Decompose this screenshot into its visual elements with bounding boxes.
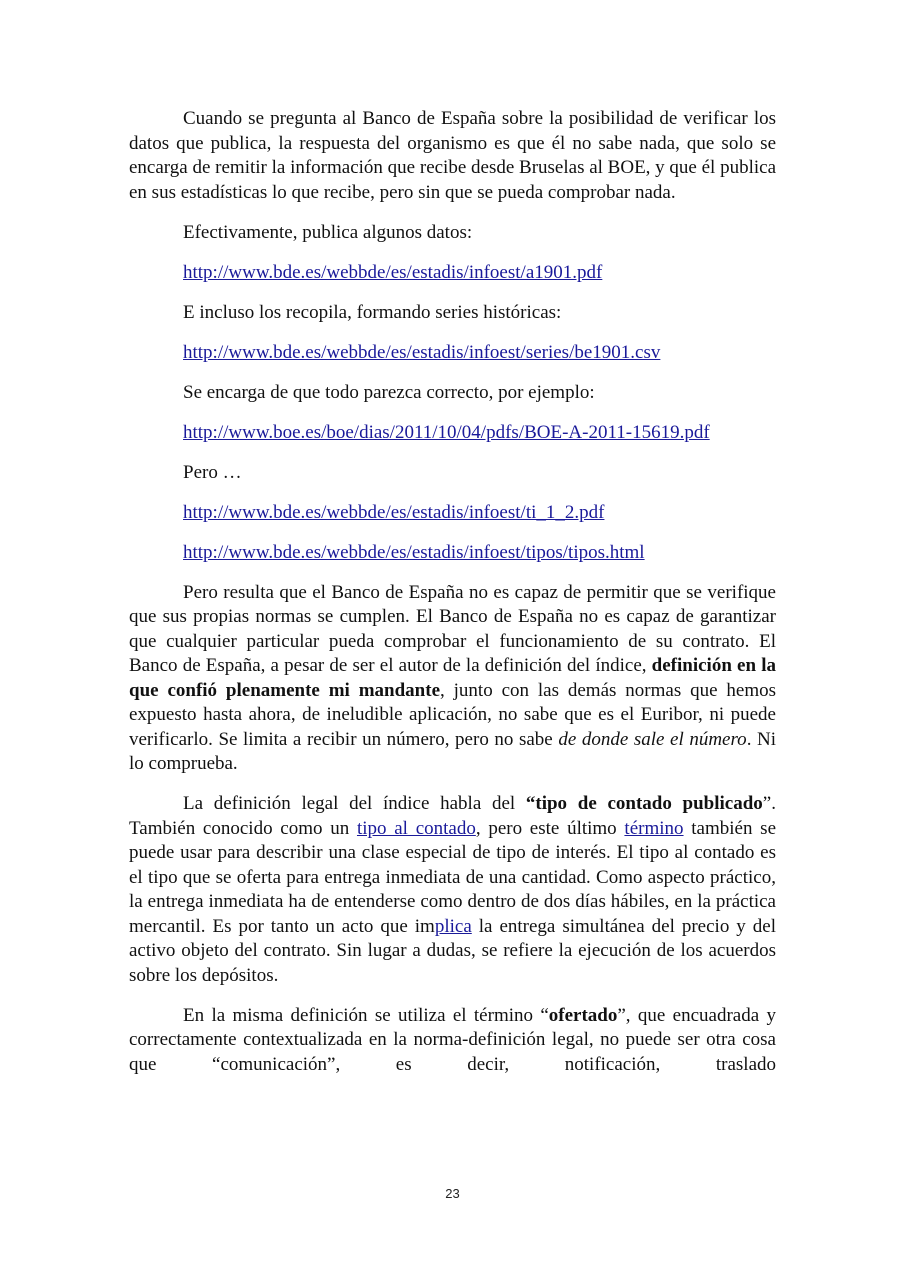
p6-bold: definición en la que confió plenamente mi mandante (129, 655, 776, 701)
document-body (129, 107, 776, 1093)
link-paragraph-5 (129, 541, 776, 566)
link-a1901-pdf[interactable]: http://www.bde.es/webbde/es/estadis/infoest/a1901.pdf (183, 261, 603, 283)
paragraph-3: E incluso los recopila, formando series históricas: (183, 301, 562, 323)
p7-text-e: también se puede usar para describir una clase especial de tipo de interés. El tipo al contado es el tipo que se oferta para entrega inmediata de una cantidad. Como aspecto práctico, la entrega inmediata ha de entenderse como dentro de dos días hábiles, en la práctica mercantil. Es por tanto un acto que im (129, 817, 777, 937)
p6-text-c: , junto con las demás normas que hemos expuesto hasta ahora, de ineludible aplicación, no sabe que es el Euribor, ni puede verificarlo. Se limita a recibir un número, pero no sabe (129, 679, 777, 750)
link-termino[interactable]: término (624, 817, 684, 839)
link-boe-pdf[interactable]: http://www.boe.es/boe/dias/2011/10/04/pdfs/BOE-A-2011-15619.pdf (183, 421, 710, 443)
p7-text-c: ”. También conocido como un (129, 793, 776, 839)
link-paragraph-3 (129, 421, 776, 446)
p8-text-c: ”, que encuadrada y correctamente contextualizada en la norma-definición legal, no puede ser otra cosa que “comunicación”, es decir, notificación, traslado (129, 1004, 777, 1075)
paragraph-4: Se encarga de que todo parezca correcto, por ejemplo: (183, 381, 595, 403)
p7-text-a: La definición legal del índice habla del (183, 793, 526, 814)
link-tipos-html[interactable]: http://www.bde.es/webbde/es/estadis/infoest/tipos/tipos.html (183, 541, 645, 563)
p6-text-e: . Ni lo comprueba. (129, 728, 777, 774)
page-number: 23 (445, 1186, 460, 1201)
link-paragraph-4 (129, 501, 776, 526)
p6-italic: de donde sale el número (558, 728, 747, 750)
link-tipo-al-contado[interactable]: tipo al contado (356, 817, 476, 839)
p7-text-d: , pero este último (475, 817, 625, 839)
p8-bold: ofertado (548, 1004, 618, 1026)
link-paragraph-1 (129, 261, 776, 286)
p6-text-a: Pero resulta que el Banco de España no es capaz de permitir que se verifique que sus propias normas se cumplen. El Banco de España no es capaz de garantizar que cualquier particular pueda comprobar el funcionamiento de su contrato. El Banco de España, a pesar de ser el autor de la definición del índice, (129, 581, 776, 676)
paragraph-5: Pero … (183, 461, 242, 483)
link-plica[interactable]: plica (434, 915, 472, 937)
paragraph-1: Cuando se pregunta al Banco de España sobre la posibilidad de verificar los datos que publica, la respuesta del organismo es que él no sabe nada, que solo se encarga de remitir la información que recibe desde Bruselas al BOE, y que él publica en sus estadísticas lo que recibe, pero sin que se pueda comprobar nada. (129, 108, 776, 203)
paragraph-8 (129, 1004, 776, 1078)
link-paragraph-2 (129, 341, 776, 366)
p7-bold: “tipo de contado publicado (525, 793, 763, 814)
p8-text-a: En la misma definición se utiliza el término “ (183, 1004, 549, 1026)
paragraph-7 (129, 792, 776, 988)
link-be1901-csv[interactable]: http://www.bde.es/webbde/es/estadis/infoest/series/be1901.csv (183, 341, 661, 363)
p7-text-f: la entrega simultánea del precio y del activo objeto del contrato. Sin lugar a dudas, se refiere la ejecución de los acuerdos sobre los depósitos. (129, 915, 776, 986)
paragraph-2: Efectivamente, publica algunos datos: (183, 221, 473, 243)
paragraph-6 (129, 581, 776, 777)
link-ti-1-2-pdf[interactable]: http://www.bde.es/webbde/es/estadis/infoest/ti_1_2.pdf (183, 501, 605, 523)
